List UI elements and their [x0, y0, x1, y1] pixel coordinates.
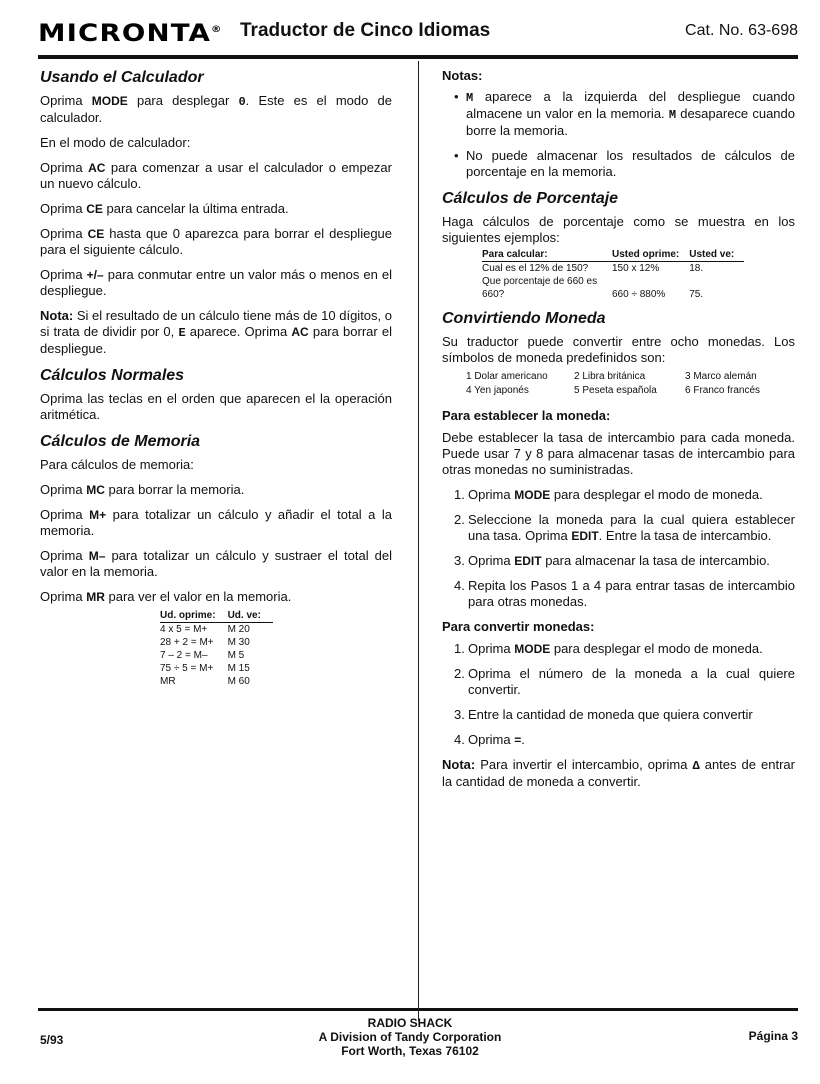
section-currency	[442, 309, 795, 790]
table-row	[160, 649, 273, 662]
currency-item: 3 Marco alemán	[685, 371, 757, 382]
memory-symbol: M	[668, 108, 677, 122]
section-heading: Usando el Calculador	[40, 69, 204, 86]
percent-example-table	[482, 248, 744, 301]
step-item: 4. Oprima =.	[454, 732, 525, 747]
table-cell: M 15	[227, 663, 250, 674]
catalog-number: Cat. No. 63-698	[685, 22, 798, 39]
section-memory	[40, 432, 392, 688]
section-heading: Convirtiendo Moneda	[442, 310, 606, 327]
table-cell: M 5	[227, 650, 245, 661]
section-percent	[442, 189, 795, 301]
list-item: • M aparece a la izquierda del despliegue cuando almacene un valor en la memoria. M desaparece cuando borre la memoria.	[452, 89, 795, 139]
error-symbol: E	[178, 326, 186, 340]
convert-currency-steps	[442, 641, 795, 748]
key-label: MC	[86, 483, 105, 497]
key-label: MODE	[91, 94, 128, 108]
step-item: 2. Oprima el número de la moneda a la cual quiere convertir.	[454, 666, 795, 697]
section-heading: Cálculos de Memoria	[40, 433, 201, 450]
step-item: 1. Oprima MODE para desplegar el modo de moneda.	[454, 487, 763, 502]
swap-symbol: Δ	[692, 759, 700, 773]
subheading-set-currency: Para establecer la moneda:	[442, 408, 611, 423]
table-cell: 18.	[689, 263, 704, 274]
right-column	[442, 62, 795, 799]
subheading-convert-currency: Para convertir monedas:	[442, 619, 595, 634]
publisher-line: A Division of Tandy Corporation	[318, 1030, 502, 1044]
note-paragraph: Nota: Para invertir el intercambio, oprima Δ antes de entrar la cantidad de moneda a convertir.	[442, 757, 795, 789]
table-header: Usted oprime:	[612, 248, 689, 262]
section-normal	[40, 366, 392, 423]
table-row	[482, 275, 744, 301]
paragraph: Oprima AC para comenzar a usar el calculador o empezar un nuevo cálculo.	[40, 160, 392, 191]
step-item: 3. Oprima EDIT para almacenar la tasa de intercambio.	[454, 553, 770, 568]
paragraph: Oprima MR para ver el valor en la memoria.	[40, 589, 292, 604]
table-cell: Cual es el 12% de 150?	[482, 263, 589, 274]
section-notes	[442, 68, 795, 180]
key-label: MODE	[514, 642, 551, 656]
currency-item: 5 Peseta española	[574, 385, 657, 396]
table-cell: 660 ÷ 880%	[612, 289, 666, 300]
table-cell: M 20	[227, 624, 250, 635]
table-row	[482, 262, 744, 276]
table-cell: 28 + 2 = M+	[160, 637, 214, 648]
key-label: EDIT	[514, 554, 542, 568]
table-cell: M 60	[227, 676, 250, 687]
footer-date: 5/93	[40, 1033, 64, 1047]
key-label: CE	[86, 202, 103, 216]
key-label: +/–	[86, 268, 104, 282]
page-number: Página 3	[748, 1029, 798, 1043]
table-cell: 7 – 2 = M–	[160, 650, 208, 661]
table-row	[160, 675, 273, 688]
paragraph: Oprima M+ para totalizar un cálculo y añadir el total a la memoria.	[40, 507, 392, 538]
publisher-line: RADIO SHACK	[367, 1016, 453, 1030]
document-title: Traductor de Cinco Idiomas	[240, 20, 491, 41]
key-label: CE	[87, 227, 105, 241]
list-item: • No puede almacenar los resultados de cálculos de porcentaje en la memoria.	[452, 148, 795, 180]
memory-example-table	[160, 609, 273, 688]
header-rule	[38, 55, 798, 59]
paragraph: Haga cálculos de porcentaje como se muestra en los siguientes ejemplos:	[442, 214, 795, 245]
currency-item: 4 Yen japonés	[466, 385, 529, 396]
table-cell: Que porcentaje de 660 es 660?	[482, 276, 598, 300]
section-calculator	[40, 68, 392, 357]
paragraph: En el modo de calculador:	[40, 135, 191, 150]
table-header-row	[482, 248, 744, 262]
paragraph: Debe establecer la tasa de intercambio para cada moneda. Puede usar 7 y 8 para almacenar tasas de intercambio para otras monedas no suministradas.	[442, 430, 795, 477]
note-label: Nota:	[40, 308, 74, 323]
set-currency-steps	[442, 487, 795, 610]
table-header: Usted ve:	[689, 248, 744, 262]
table-cell: M 30	[227, 637, 250, 648]
table-cell: MR	[160, 676, 176, 687]
section-heading: Cálculos de Porcentaje	[442, 190, 619, 207]
table-cell: 75 ÷ 5 = M+	[160, 663, 214, 674]
note-paragraph: Nota: Si el resultado de un cálculo tiene más de 10 dígitos, o si trata de dividir por 0, E aparece. Oprima AC para borrar el despliegue.	[40, 308, 392, 356]
table-cell: 75.	[689, 289, 704, 300]
paragraph: Para cálculos de memoria:	[40, 457, 194, 472]
paragraph: Su traductor puede convertir entre ocho monedas. Los símbolos de moneda predefinidos son:	[442, 334, 795, 365]
table-header: Ud. ve:	[228, 609, 273, 623]
footer-rule	[38, 1008, 798, 1011]
paragraph: Oprima CE para cancelar la última entrada.	[40, 201, 289, 216]
left-column	[40, 62, 392, 688]
column-divider	[418, 61, 419, 1021]
table-header: Ud. oprime:	[160, 609, 228, 623]
key-label: MR	[86, 590, 105, 604]
step-item: 1. Oprima MODE para desplegar el modo de moneda.	[454, 641, 763, 656]
key-label: AC	[291, 325, 309, 339]
section-heading: Cálculos Normales	[40, 367, 185, 384]
step-item: 2. Seleccione la moneda para la cual quiera establecer una tasa. Oprima EDIT. Entre la tasa de intercambio.	[454, 512, 795, 543]
key-label: AC	[88, 161, 106, 175]
note-label: Nota:	[442, 757, 476, 772]
footer-publisher	[260, 1016, 560, 1058]
display-symbol: 0	[238, 95, 246, 109]
table-cell: 150 x 12%	[612, 263, 660, 274]
key-label: EDIT	[571, 529, 599, 543]
currency-list	[466, 370, 795, 398]
table-cell: 4 x 5 = M+	[160, 624, 208, 635]
page-header	[38, 20, 798, 48]
table-header-row	[160, 609, 273, 623]
key-label: MODE	[514, 488, 551, 502]
paragraph: Oprima MC para borrar la memoria.	[40, 482, 245, 497]
currency-item: 6 Franco francés	[685, 385, 761, 396]
currency-item: 1 Dolar americano	[466, 371, 548, 382]
paragraph: Oprima M– para totalizar un cálculo y sustraer el total del valor en la memoria.	[40, 548, 393, 579]
key-label: M+	[89, 508, 107, 522]
currency-item: 2 Libra británica	[574, 371, 646, 382]
notes-list	[452, 89, 795, 180]
table-row	[160, 636, 273, 649]
paragraph: Oprima CE hasta que 0 aparezca para borrar el despliegue para el siguiente cálculo.	[40, 226, 393, 257]
paragraph: Oprima +/– para conmutar entre un valor más o menos en el despliegue.	[40, 267, 393, 298]
paragraph: Oprima MODE para desplegar 0. Este es el modo de calculador.	[40, 93, 392, 125]
registered-mark: ®	[211, 25, 223, 35]
table-row	[160, 662, 273, 675]
notes-title: Notas:	[442, 68, 483, 83]
paragraph: Oprima las teclas en el orden que aparecen el la operación aritmética.	[40, 391, 392, 422]
key-label: =	[514, 733, 522, 747]
key-label: M–	[88, 549, 106, 563]
step-item: 3. Entre la cantidad de moneda que quiera convertir	[454, 707, 753, 722]
brand-logo: MICRONTA®	[38, 19, 223, 47]
publisher-line: Fort Worth, Texas 76102	[341, 1044, 479, 1058]
memory-symbol: M	[466, 91, 474, 105]
step-item: 4. Repita los Pasos 1 a 4 para entrar tasas de intercambio para otras monedas.	[454, 578, 795, 609]
table-header: Para calcular:	[482, 248, 612, 262]
table-row	[160, 623, 273, 637]
